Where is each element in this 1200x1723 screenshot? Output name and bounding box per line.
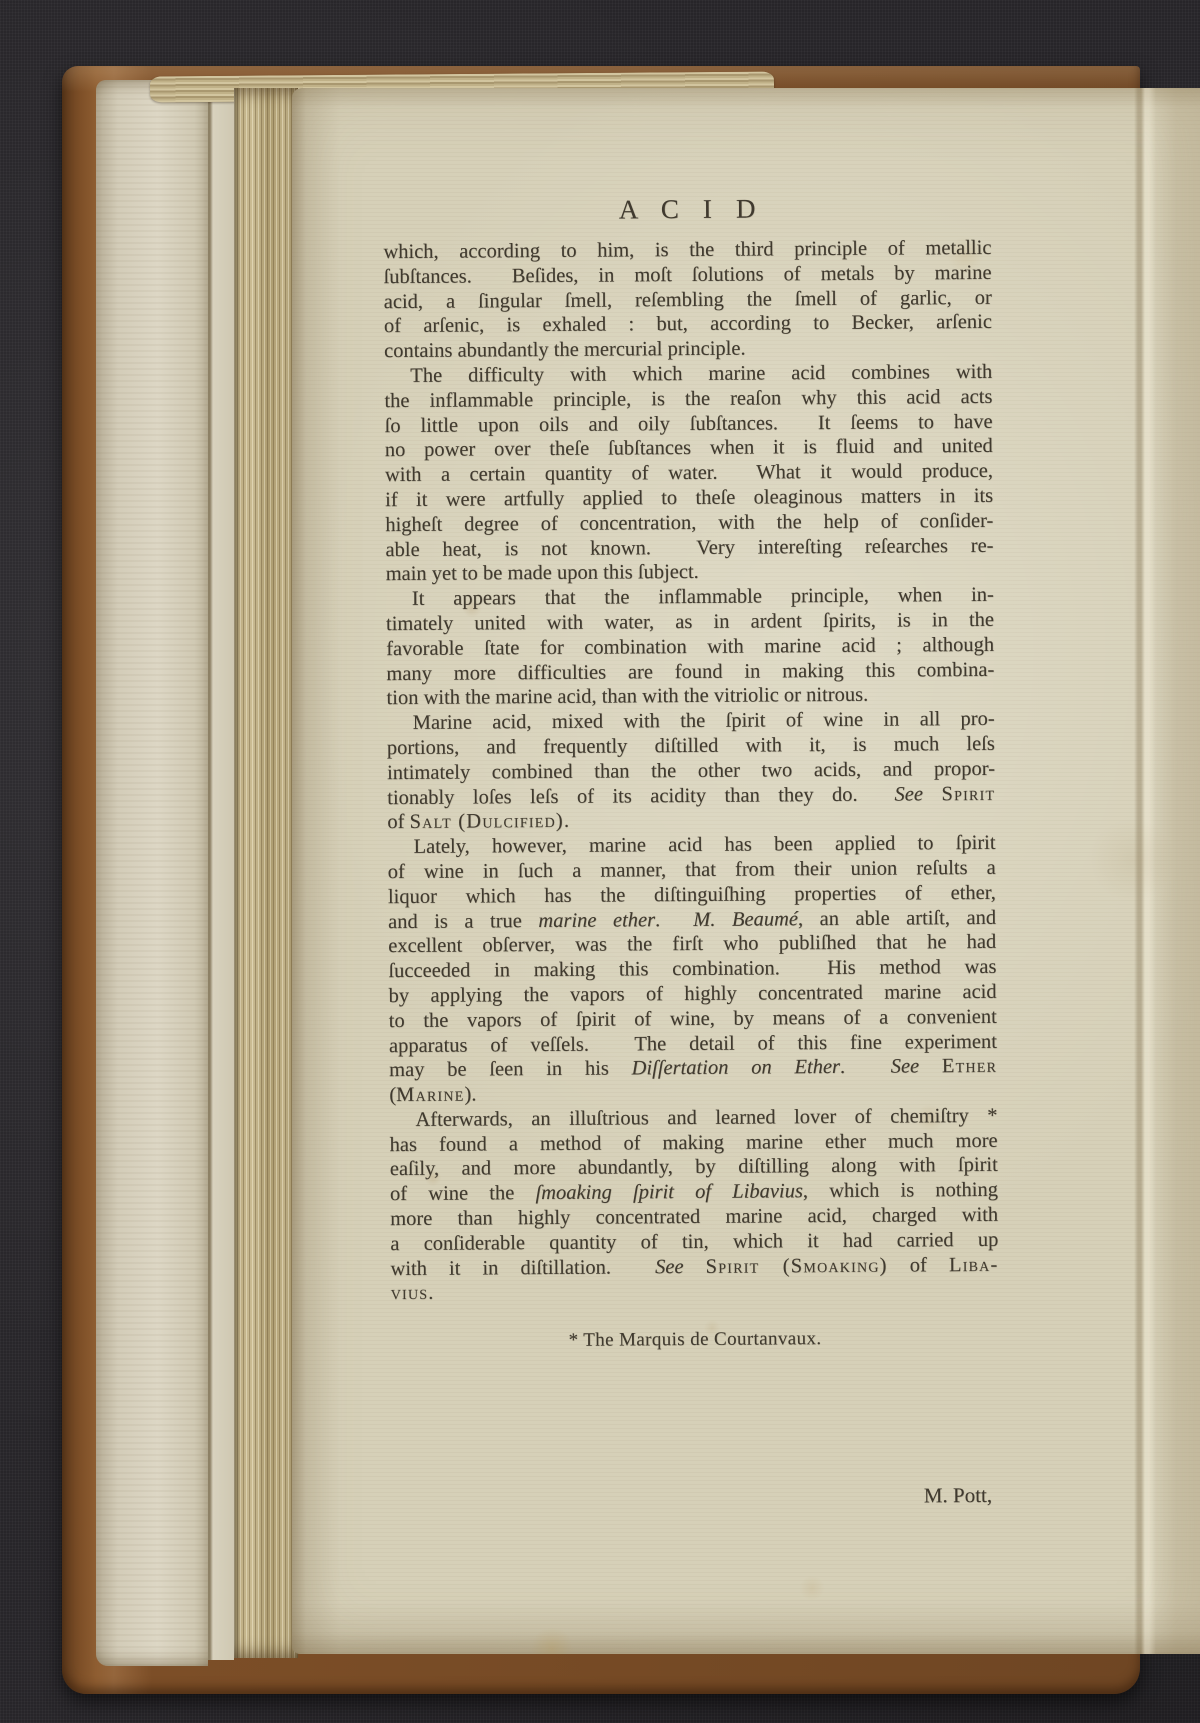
text-line: favorable ſtate for combination with marine acid ; although (386, 633, 995, 660)
text-line: the inflammable principle, is the reaſon why this acid acts (384, 385, 993, 412)
text-line: with a certain quantity of water. What it would produce, (384, 460, 994, 487)
text-line: no power over theſe ſubſtances when it is fluid and united (384, 435, 993, 462)
page-heading: A C I D (618, 193, 765, 225)
text-line: acid, a ſingular ſmell, reſembling the ſmell of garlic, or (383, 286, 992, 313)
text-line: if it were artfully applied to theſe oleaginous matters in its (385, 484, 994, 512)
text-line: Afterwards, an illuſtrious and learned lover of chemiſtry * (415, 1104, 998, 1131)
text-line: excellent obſerver, was the firſt who publiſhed that he had (388, 931, 997, 958)
flyleaf-page-edge (208, 86, 234, 1660)
text-line: The difficulty with which marine acid combines with (410, 360, 993, 387)
page-edges-stack (234, 88, 298, 1658)
text-line: of arſenic, is exhaled : but, according to Becker, arſenic (383, 311, 992, 338)
text-line: ſo little upon oils and oily ſubſtances. It ſeems to have (384, 410, 993, 437)
text-line: a conſiderable quantity of tin, which it had carried up (390, 1228, 999, 1255)
flyleaf-page (96, 80, 208, 1666)
text-line: able heat, is not known. Very intereſting reſearches re- (385, 534, 994, 561)
text-line: many more difficulties are found in making this combina- (386, 658, 995, 685)
text-line: apparatus of veſſels. The detail of this fine experiment (388, 1030, 997, 1057)
text-line: of wine the ſmoaking ſpirit of Libavius, which is nothing (389, 1179, 999, 1206)
text-line: with it in diſtillation. See Spirit (Smoaking) of Liba- (390, 1253, 999, 1280)
footnote: * The Marquis de Courtanvaux. (568, 1328, 822, 1352)
text-line: ſubſtances. Beſides, in moſt ſolutions of metals by marine (383, 261, 992, 288)
text-line: has found a method of making marine ether much more (389, 1129, 998, 1156)
text-line: may be ſeen in his Diſſertation on Ether. See Ether (389, 1055, 998, 1082)
text-line: Marine acid, mixed with the ſpirit of wine in all pro- (412, 708, 995, 735)
text-line: of wine in ſuch a manner, that from their union reſults a (387, 856, 996, 884)
text-line: It appears that the inflammable principle, when in- (411, 584, 994, 611)
text-line: which, according to him, is the third principle of metallic (383, 236, 992, 264)
text-line: of Salt (Dulcified). (387, 810, 570, 834)
text-line: to the vapors of ſpirit of wine, by means of a convenient (388, 1005, 997, 1032)
text-line: and is a true marine ether. M. Beaumé, an able artiſt, and (387, 906, 997, 933)
text-line: intimately combined than the other two acids, and propor- (386, 757, 996, 784)
text-line: tionably loſes leſs of its acidity than they do. See Spirit (387, 782, 996, 809)
text-line: (Marine). (389, 1083, 477, 1107)
text-line: portions, and frequently diſtilled with it, is much leſs (386, 732, 995, 760)
catchword: M. Pott, (923, 1482, 993, 1508)
text-line: eaſily, and more abundantly, by diſtilling along with ſpirit (389, 1154, 998, 1181)
text-line: liquor which has the diſtinguiſhing properties of ether, (387, 881, 996, 908)
text-body (383, 236, 998, 1306)
text-line: more than highly concentrated marine acid, charged with (390, 1203, 999, 1231)
text-line: by applying the vapors of highly concentrated marine acid (388, 980, 997, 1008)
text-line: higheſt degree of concentration, with the help of conſider- (385, 509, 994, 536)
text-line: main yet to be made upon this ſubject. (385, 561, 699, 586)
page-text (383, 192, 1000, 1512)
text-line: contains abundantly the mercurial principle. (384, 337, 746, 363)
text-line: timately united with water, as in ardent ſpirits, is in the (385, 608, 995, 636)
text-line: Lately, however, marine acid has been applied to ſpirit (413, 831, 996, 859)
text-line: ſucceeded in making this combination. His method was (388, 955, 997, 983)
text-line: vius. (390, 1282, 434, 1305)
text-line: tion with the marine acid, than with the vitriolic or nitrous. (386, 684, 869, 710)
